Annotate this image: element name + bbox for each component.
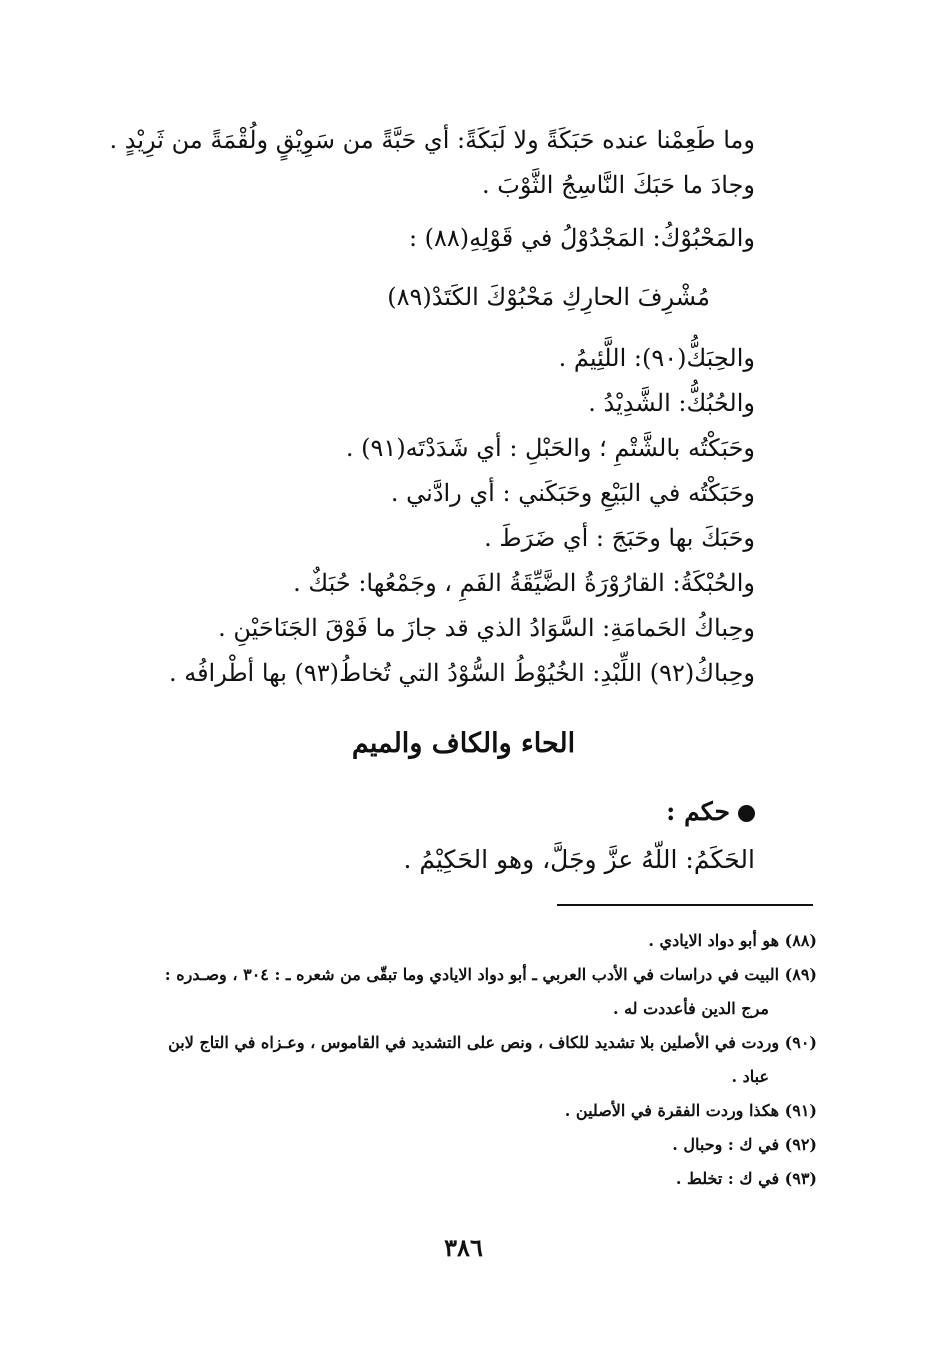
section-heading: الحاء والكاف والميم [351, 728, 576, 759]
text-line: والمَحْبُوْكُ: المَجْدُوْلُ في قَوْلِهِ(٨٨) : [408, 224, 755, 252]
text-line: وحَبَكْتُه بالشَّتْمِ ؛ والحَبْلِ : أي شَدَدْتَه(٩١) . [345, 434, 755, 462]
main-text [109, 118, 755, 696]
footnote-item [97, 1026, 817, 1094]
dictionary-entry [115, 788, 755, 884]
bullet-icon [738, 805, 755, 822]
text-line: والحِبَكُّ(٩٠): اللَّئِيمُ . [558, 344, 755, 372]
entry-head [115, 788, 755, 836]
footnote-text: (٩١) هكذا وردت الفقرة في الأصلين . [564, 1101, 817, 1120]
entry-text: الحَكَمُ: اللّهُ عزَّ وجَلَّ، وهو الحَكِيْمُ . [403, 845, 755, 874]
text-line: والحُبْكَةُ: القارُوْرَةُ الضَّيِّقَةُ الفَمِ ، وجَمْعُها: حُبَكٌ . [293, 569, 755, 597]
text-line: وحِباكُ الحَمامَةِ: السَّوَادُ الذي قد جازَ ما فَوْقَ الجَنَاحَيْنِ . [218, 614, 755, 642]
text-line: وجادَ ما حَبَكَ النَّاسِجُ الثَّوْبَ . [481, 171, 755, 199]
footnote-divider [557, 904, 813, 906]
text-line: وحَبَكَ بها وحَبَجَ : أي ضَرَطَ . [484, 524, 755, 552]
text-line: وحِباكُ(٩٢) اللِّبْدِ: الخُيُوْطُ السُّوْدُ التي تُخاطُ(٩٣) بها أطْرافُه . [168, 659, 755, 687]
text-line: وحَبَكْتُه في البَيْعِ وحَبَكَني : أي رادَّني . [390, 479, 755, 507]
footnote-item [97, 924, 817, 958]
footnote-continuation: عباد . [731, 1067, 769, 1086]
footnote-text: (٨٨) هو أبو دواد الايادي . [648, 931, 817, 950]
footnote-item [97, 1162, 817, 1196]
poetry-verse: مُشْرِفَ الحارِكِ مَحْبُوْكَ الكَتَدْ(٨٩) [387, 283, 710, 311]
footnote-text: (٩٣) في ك : تخلط . [675, 1169, 817, 1188]
footnote-text: (٩٢) في ك : وحبال . [672, 1135, 817, 1154]
footnote-item [97, 1128, 817, 1162]
footnote-text: (٨٩) البيت في دراسات في الأدب العربي ـ أبو دواد الايادي وما تبقّى من شعره ـ : ٣٠٤ ، وصـدره : [164, 965, 817, 984]
text-line: والحُبُكُّ: الشَّدِيْدُ . [588, 389, 755, 417]
text-line: وما طَعِمْنا عنده حَبَكَةً ولا لَبَكَةً: أي حَبَّةً من سَوِيْقٍ ولُقْمَةً من ثَرِيْدٍ . [109, 126, 755, 154]
page-number: ٣٨٦ [444, 1233, 483, 1262]
footnote-item [97, 1094, 817, 1128]
footnotes [97, 924, 817, 1196]
entry-head-label: حكم : [666, 797, 730, 826]
footnote-continuation: مرج الدين فأعددت له . [612, 999, 769, 1018]
footnote-item [97, 958, 817, 1026]
footnote-text: (٩٠) وردت في الأصلين بلا تشديد للكاف ، ونص على التشديد في القاموس ، وعـزاه في التاج لابن [168, 1033, 817, 1052]
